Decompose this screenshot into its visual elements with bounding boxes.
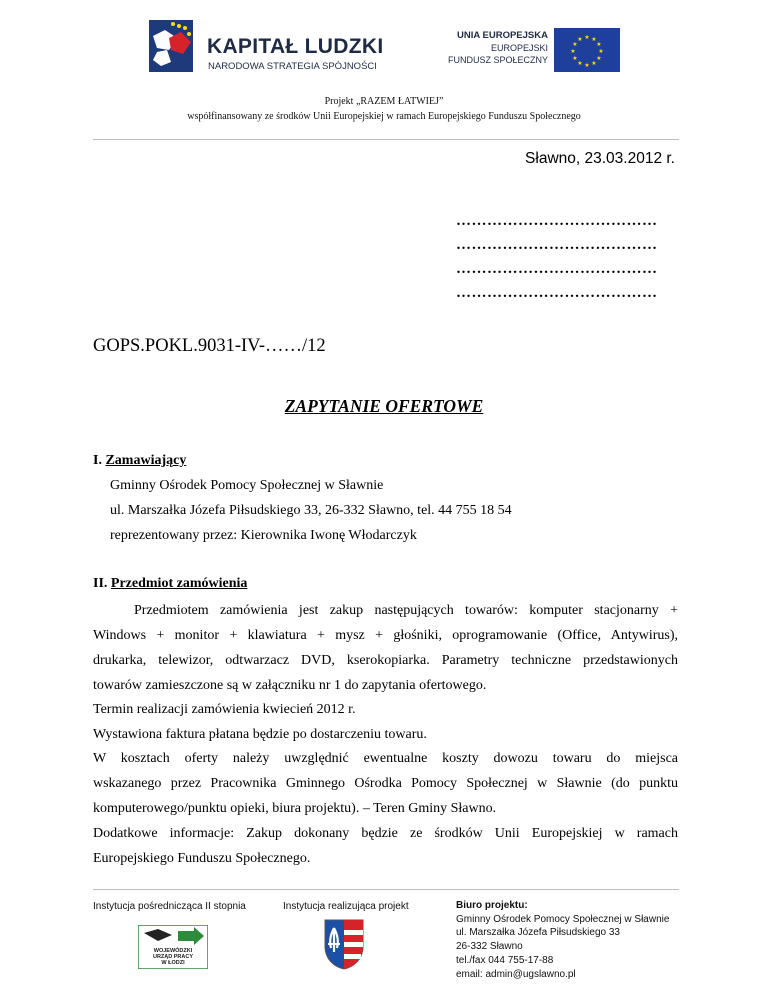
header-divider <box>93 139 679 140</box>
kapital-ludzki-emblem-icon <box>147 16 197 76</box>
svg-text:★: ★ <box>572 41 578 48</box>
section-2-paragraph-line: Przedmiotem zamówienia jest zakup następujących towarów: komputer stacjonarny + <box>134 603 678 618</box>
project-cofinancing: współfinansowany ze środków Unii Europejskiej w ramach Europejskiego Funduszu Społecznego <box>187 111 581 122</box>
section-1-line: Gminny Ośrodek Pomocy Społecznej w Sławnie <box>110 478 384 493</box>
wup-logo-line: URZĄD PRACY <box>152 954 194 960</box>
svg-text:★: ★ <box>596 41 602 48</box>
reference-number: GOPS.POKL.9031-IV-……/12 <box>93 336 326 356</box>
kapital-ludzki-title: KAPITAŁ LUDZKI <box>207 35 384 58</box>
project-office-line: tel./fax 044 755-17-88 <box>456 954 554 966</box>
svg-text:★: ★ <box>570 48 576 55</box>
section-2-number: II. <box>93 576 108 591</box>
footer-divider <box>93 889 679 890</box>
section-2-paragraph-line: towarów zamieszczone są w załączniku nr 1 do zapytania ofertowego. <box>93 678 487 693</box>
coat-of-arms-icon <box>323 918 365 970</box>
eu-flag-icon <box>554 28 620 72</box>
eu-fund-line-1: EUROPEJSKI <box>490 43 548 53</box>
svg-text:★: ★ <box>584 34 590 41</box>
section-2-paragraph-line: W kosztach oferty należy uwzględnić ewentualne koszty dowozu towaru do miejsca <box>93 751 678 766</box>
wup-lodz-logo <box>138 925 208 969</box>
section-2-paragraph-line: Windows + monitor + klawiatura + mysz + głośniki, oprogramowanie (Office, Antywirus), <box>93 628 678 643</box>
section-2-paragraph-line: Wystawiona faktura płatana będzie po dostarczeniu towaru. <box>93 727 427 742</box>
implementing-institution-label: Instytucja realizująca projekt <box>283 901 409 912</box>
place-date: Sławno, 23.03.2012 r. <box>525 150 675 167</box>
section-2-paragraph-line: drukarka, telewizor, odtwarzacz DVD, kserokopiarka. Parametry techniczne przedstawionych <box>93 653 678 668</box>
svg-text:★: ★ <box>596 55 602 62</box>
recipient-line: ………………………………… <box>456 285 658 301</box>
eu-fund-line-2: FUNDUSZ SPOŁECZNY <box>447 55 548 65</box>
svg-text:★: ★ <box>572 55 578 62</box>
section-1-line: reprezentowany przez: Kierownika Iwonę Włodarczyk <box>110 528 417 543</box>
eu-logo <box>440 28 620 74</box>
svg-text:★: ★ <box>591 60 597 67</box>
project-office-email: email: admin@ugslawno.pl <box>456 968 576 980</box>
section-2-paragraph-line: Dodatkowe informacje: Zakup dokonany będzie ze środków Unii Europejskiej w ramach <box>93 826 678 841</box>
eu-logo-text <box>448 30 548 66</box>
recipient-line: ………………………………… <box>456 213 658 229</box>
section-2-paragraph-line: Termin realizacji zamówienia kwiecień 2012 r. <box>93 702 356 717</box>
section-1-line: ul. Marszałka Józefa Piłsudskiego 33, 26-332 Sławno, tel. 44 755 18 54 <box>110 503 512 518</box>
wup-logo-line: W ŁODZI <box>161 960 185 966</box>
section-1-heading <box>93 453 186 469</box>
project-name: Projekt „RAZEM ŁATWIEJ” <box>324 96 444 107</box>
recipient-line: ………………………………… <box>456 237 658 253</box>
wup-logo-line: WOJEWÓDZKI <box>153 948 193 954</box>
eu-title: UNIA EUROPEJSKA <box>457 30 548 41</box>
kapital-ludzki-logo <box>147 16 387 76</box>
section-1-title: Zamawiający <box>105 453 187 468</box>
project-office <box>456 899 669 981</box>
section-2-paragraph-line: komputerowego/punktu opieki, biura projektu). – Teren Gminy Sławno. <box>93 801 497 816</box>
document-title: ZAPYTANIE OFERTOWE <box>284 396 484 416</box>
kapital-ludzki-subtitle: NARODOWA STRATEGIA SPÓJNOŚCI <box>208 61 377 72</box>
section-2-heading <box>93 576 247 592</box>
section-2-title: Przedmiot zamówienia <box>110 576 248 591</box>
section-1-number: I. <box>93 453 102 468</box>
recipient-line: ………………………………… <box>456 261 658 277</box>
svg-text:★: ★ <box>591 36 597 43</box>
svg-text:★: ★ <box>584 62 590 69</box>
svg-text:★: ★ <box>598 48 604 55</box>
section-2-paragraph-line: wskazanego przez Pracownika Gminnego Ośrodka Pomocy Społecznej w Sławnie (do punktu <box>93 776 678 791</box>
svg-text:★: ★ <box>577 36 583 43</box>
project-office-line: 26-332 Sławno <box>456 941 523 953</box>
svg-text:★: ★ <box>577 60 583 67</box>
project-office-line: Gminny Ośrodek Pomocy Społecznej w Sławnie <box>456 913 670 925</box>
project-office-title: Biuro projektu: <box>456 900 528 911</box>
project-office-line: ul. Marszałka Józefa Piłsudskiego 33 <box>456 927 620 939</box>
intermediary-institution-label: Instytucja pośrednicząca II stopnia <box>93 901 246 912</box>
section-2-paragraph-line: Europejskiego Funduszu Społecznego. <box>93 851 311 866</box>
